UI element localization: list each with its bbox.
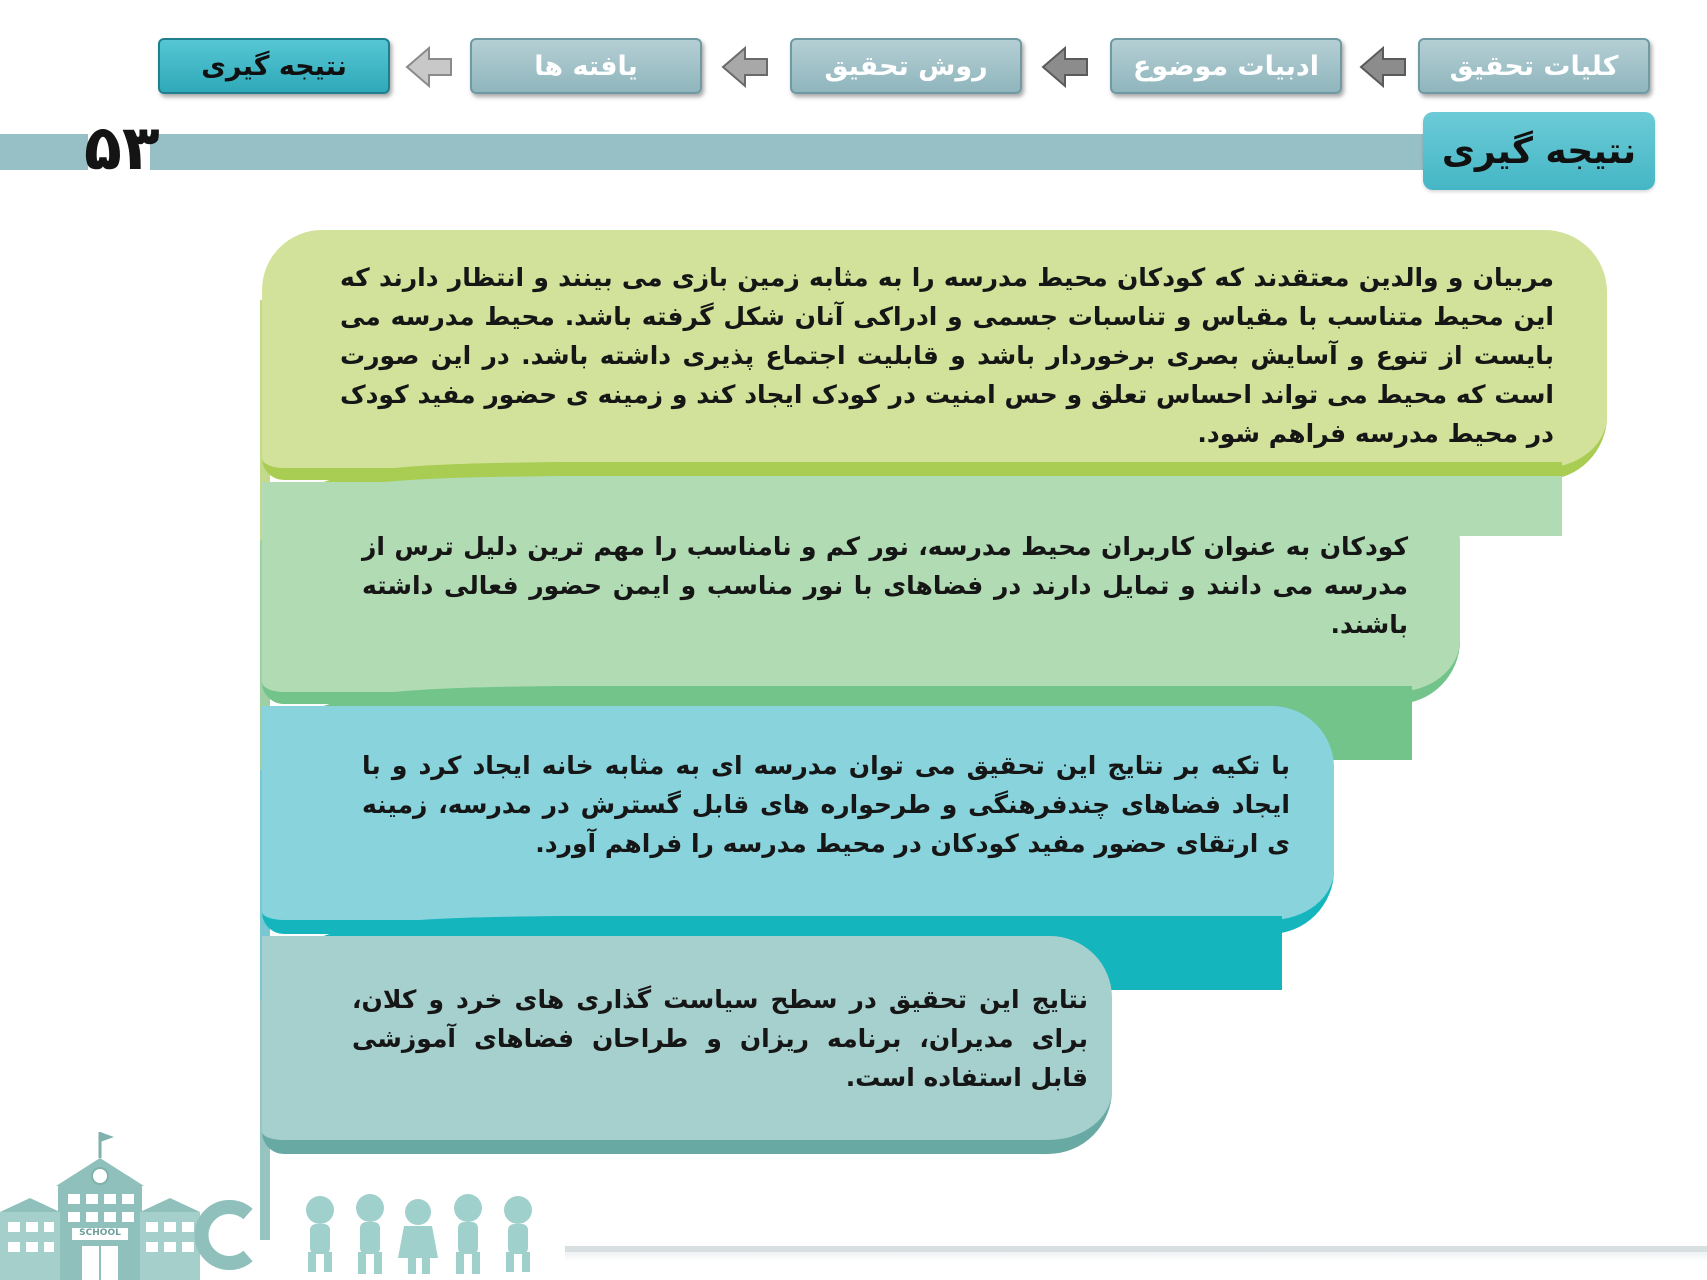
- conclusion-text-3: با تکیه بر نتایج این تحقیق می توان مدرسه ای به مثابه خانه ایجاد کرد و با ایجاد فضاهای چندفرهنگی و طرحواره های قابل گسترش در مدرسه، زمینه ی ارتقای حضور مفید کودکان در محیط مدرسه را فراهم آورد.: [362, 751, 1290, 858]
- arrow-left-icon: [1357, 44, 1409, 90]
- arrow-left-icon: [1039, 44, 1091, 90]
- arrow-left-icon: [719, 44, 771, 90]
- header-bar: [150, 134, 1430, 170]
- header-bar: [0, 134, 88, 170]
- nav-item-methodology[interactable]: روش تحقیق: [790, 38, 1022, 94]
- nav-item-generalities[interactable]: کلیات تحقیق: [1418, 38, 1650, 94]
- page-number: ۵۳: [84, 111, 160, 184]
- nav-item-conclusion[interactable]: نتیجه گیری: [158, 38, 390, 94]
- arrow-left-icon: [403, 44, 455, 90]
- conclusion-text-4: نتایج این تحقیق در سطح سیاست گذاری های خرد و کلان، برای مدیران، برنامه ریزان و طراحان فضاهای آموزشی قابل استفاده است.: [352, 985, 1088, 1092]
- nav-item-literature[interactable]: ادبیات موضوع: [1110, 38, 1342, 94]
- school-sign: SCHOOL: [79, 1228, 121, 1238]
- section-title: نتیجه گیری: [1423, 112, 1655, 190]
- c-letter-decoration: [188, 1200, 258, 1270]
- children-silhouettes-illustration: [292, 1190, 562, 1280]
- nav-item-findings[interactable]: یافته ها: [470, 38, 702, 94]
- conclusion-text-2: کودکان به عنوان کاربران محیط مدرسه، نور کم و نامناسب را مهم ترین دلیل ترس از مدرسه می دانند و تمایل دارند در فضاهای با نور مناسب و ایمن حضور فعالی داشته باشند.: [362, 532, 1408, 639]
- footer-divider-shadow: [565, 1252, 1707, 1262]
- conclusion-text-1: مربیان و والدین معتقدند که کودکان محیط مدرسه را به مثابه زمین بازی می بینند و انتظار دارند که این محیط متناسب با مقیاس و تناسبات جسمی و ادراکی آنان شکل گرفته باشد. محیط مدرسه می بایست از تنوع و آسایش بصری برخوردار باشد و قابلیت اجتماع پذیری داشته باشد. در این صورت است که محیط می تواند احساس تعلق و حس امنیت در کودک ایجاد کند و زمینه ی حضور مفید کودک در محیط مدرسه فراهم شود.: [340, 263, 1554, 448]
- school-building-illustration: [0, 1128, 200, 1280]
